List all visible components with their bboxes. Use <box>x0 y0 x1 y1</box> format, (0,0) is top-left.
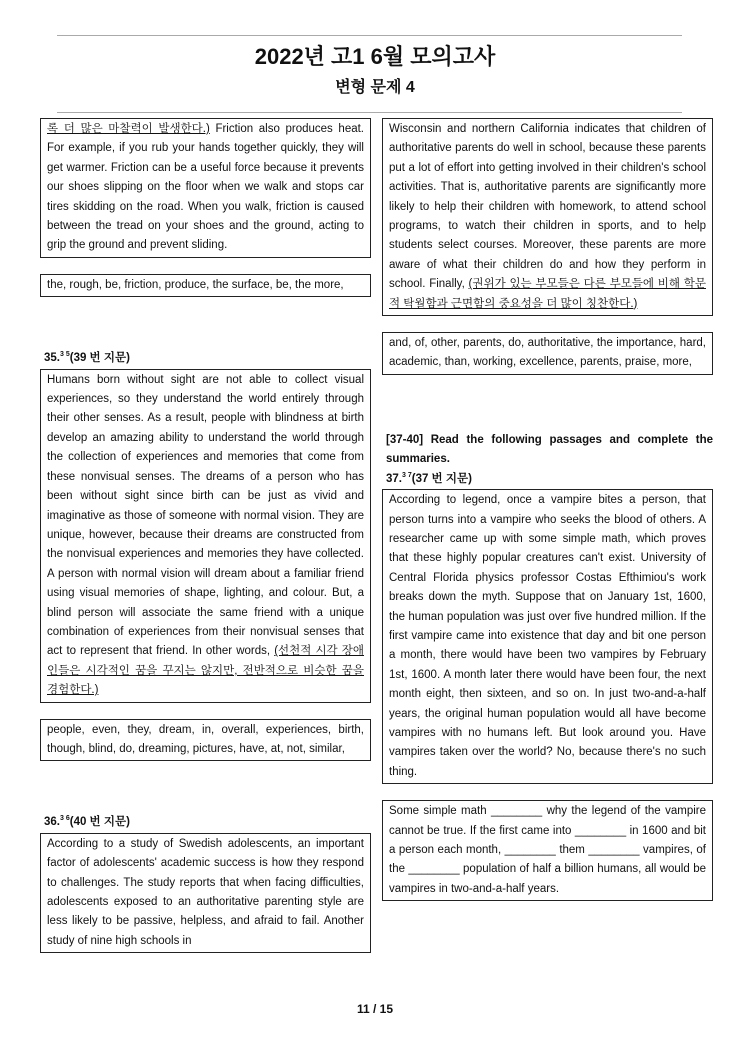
passage-text: Friction also produces heat. For example, if you rub your hands together quickly, they will get warmer. Friction can be a useful force because it prevents our shoes slipping on the floor when we walk and stops car tires skidding on the road. When you walk, friction is caused between the tread on your shoes and the ground, acting to grip the ground and prevent sliding. <box>47 123 364 252</box>
page-title: 2022년 고1 6월 모의고사 <box>254 44 496 69</box>
korean-hint: (권위가 있는 부모들은 다른 부모들에 비해 학문적 탁월함과 근면함의 중요성을 더 많이 칭찬한다.) <box>389 278 706 310</box>
question-35-heading: 35.$^{3 5}$(39 번 지문) <box>44 351 130 365</box>
question-37-heading: 37.$^{3 7}$(37 번 지문) <box>386 471 472 485</box>
left-column <box>40 118 371 953</box>
question-36-heading: 36.$^{3 6}$(40 번 지문) <box>44 815 130 829</box>
passage-text: Wisconsin and northern California indicates that children of authoritative parents do well in school, because these parents put a lot of effort into getting involved in their children's school activities. That is, authoritative parents are significantly more likely to help their children with homework, to attend school programs, to watch their children in sports, and to help students select courses. Moreover, these parents are more aware of what their children do and how they perform in school. Finally, <box>389 123 706 291</box>
passage-34-continued <box>40 118 371 258</box>
passage-35 <box>40 369 371 703</box>
passage-36-continued <box>382 118 713 316</box>
section-instruction: [37-40] Read the following passages and complete the summaries. <box>386 433 713 466</box>
korean-hint: (선천적 시각 장애인들은 시각적인 꿈을 꾸지는 않지만, 전반적으로 비슷한 꿈을 경험한다.) <box>47 645 364 697</box>
top-rule <box>57 35 682 36</box>
passage-36: According to a study of Swedish adolescents, an important factor of adolescents' academic success is how they respond to challenges. The study reports that when facing difficulties, adolescents exposed to an authoritative parenting style are less likely to be passive, helpless, and afraid to fail. Another study of nine high schools in <box>40 833 371 953</box>
header-rule <box>57 112 682 113</box>
passage-text: Humans born without sight are not able to collect visual experiences, so they understand the world entirely through their other senses. As a result, people with blindness at birth develop an amazing ability to understand the world through the collection of experiences and memories that come from these nonvisual senses. The dreams of a person who has been without sight since birth can be just as vivid and imaginative as those of someone with normal vision. They are unique, however, because their dreams are constructed from the nonvisual experiences and memories they have collected. A person with normal vision will dream about a familiar friend using visual memories of shape, lighting, and colour. But, a blind person will associate the same friend with a unique combination of experiences from their nonvisual senses that act to represent that friend. In other words, <box>47 373 364 658</box>
word-bank-34: the, rough, be, friction, produce, the surface, be, the more, <box>40 274 371 297</box>
korean-hint: 록 더 많은 마찰력이 발생한다.) <box>47 123 210 135</box>
word-bank-36: and, of, other, parents, do, authoritative, the importance, hard, academic, than, working, excellence, parents, praise, more, <box>382 332 713 375</box>
page-subtitle: 변형 문제 4 <box>335 79 415 96</box>
passage-37: According to legend, once a vampire bites a person, that person turns into a vampire who seeks the blood of others. A researcher came up with some simple math, which proves that these highly popular creatures can't exist. University of Central Florida physics professor Costas Efthimiou's work breaks down the myth. Suppose that on January 1st, 1600, the human population was just over five hundred million. If the first vampire came into existence that day and bit one person a month, there would have been two vampires by February 1st, 1600. A month later there would have been four, the next month eight, then sixteen, and so on. In just two-and-a-half years, the original human population would all have become vampires with no humans left. But look around you. Have vampires taken over the world? No, because there's no such thing. <box>382 489 713 784</box>
page-number: 11 / 15 <box>356 1002 394 1016</box>
right-column <box>382 118 713 901</box>
summary-37: Some simple math ________ why the legend of the vampire cannot be true. If the first came into ________ in 1600 and bit a person each month, ________ them ________ vampires, of the ________ population of half a billion humans, all would be vampires in two-and-a-half years. <box>382 800 713 901</box>
word-bank-35: people, even, they, dream, in, overall, experiences, birth, though, blind, do, dreaming, pictures, have, at, not, similar, <box>40 719 371 762</box>
